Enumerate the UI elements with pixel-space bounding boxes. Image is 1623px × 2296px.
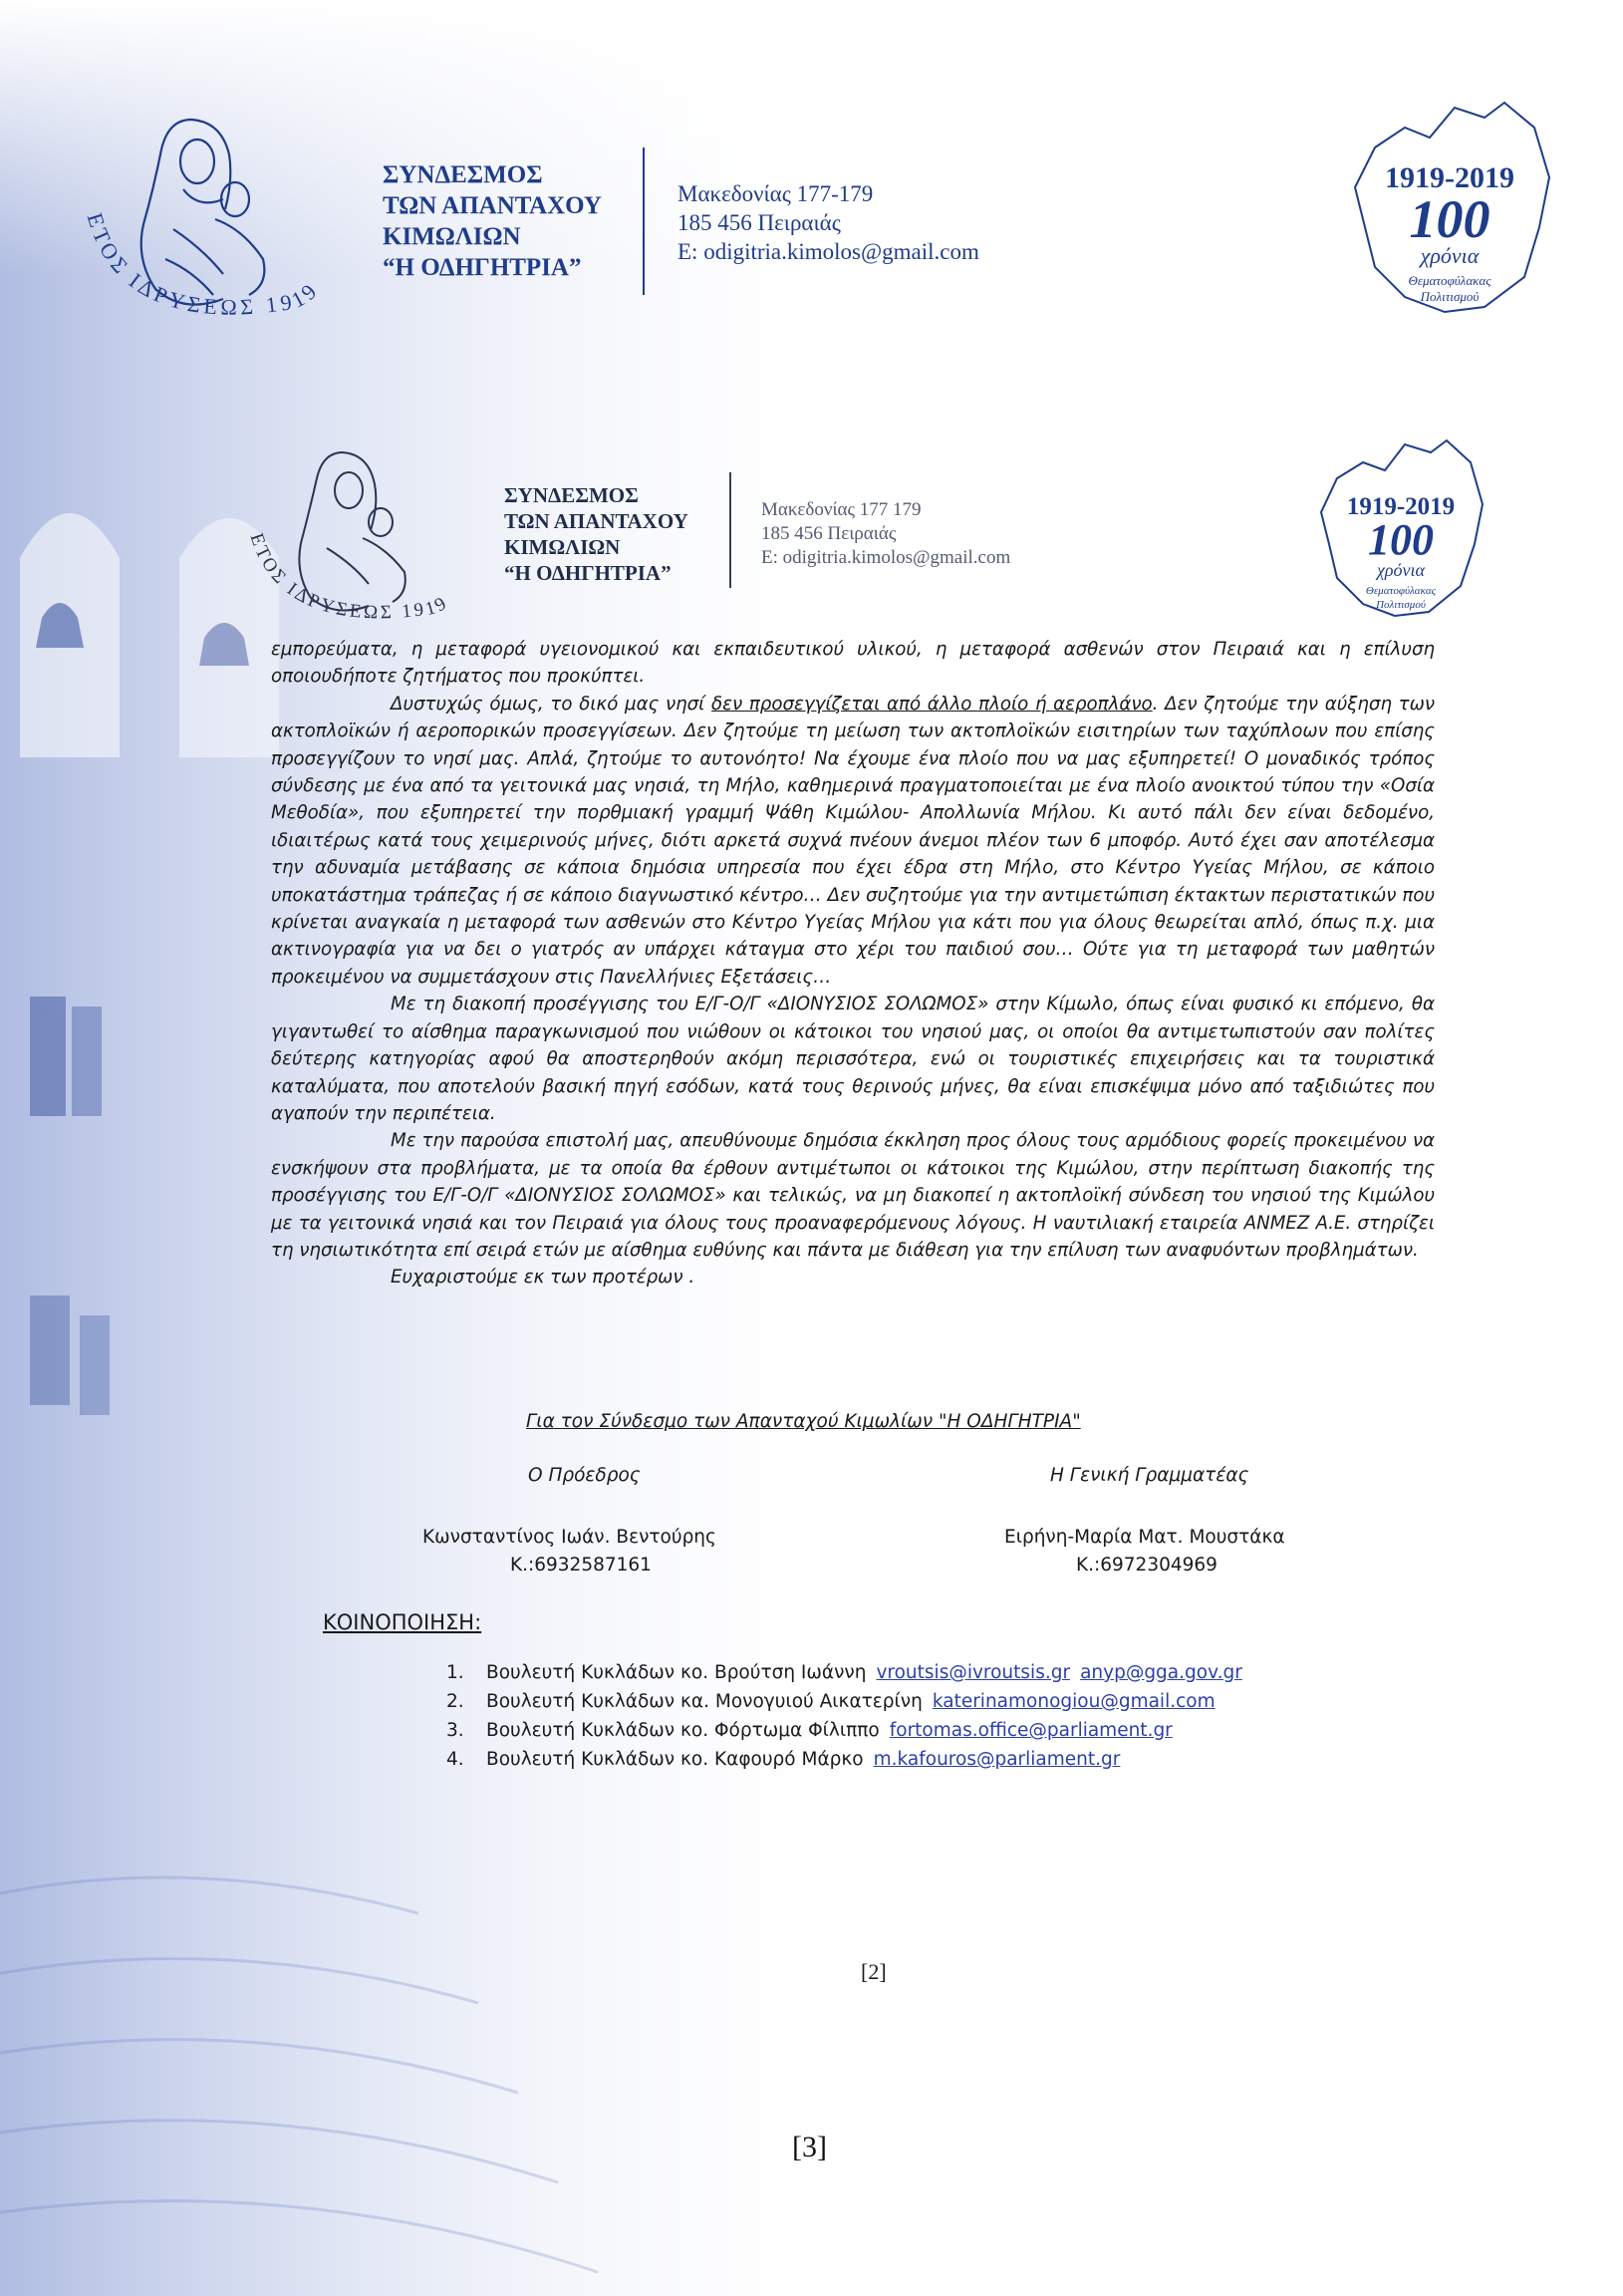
inner-emblem-logo [239,438,478,638]
inner-org-name-line: “Η ΟΔΗΓΗΤΡΙΑ” [504,561,672,585]
emblem-logo [74,100,343,339]
inner-org-name-line: ΤΩΝ ΑΠΑΝΤΑΧΟΥ [504,509,688,533]
paragraph: Με τη διακοπή προσέγγισης του Ε/Γ-Ο/Γ «ΔΙΟΝΥΣΙΟΣ ΣΟΛΩΜΟΣ» στην Κίμωλο, όπως είναι φυσικό κι επόμενο, θα γιγαντωθεί το αίσθημα παραγκωνισμού που νιώθουν οι κάτοικοι του νησιού μας, οι οποίοι θα αντιμετωπιστούν σαν πολίτες δεύτερης κατηγορίας αφού θα αποστερηθούν ακόμη περισσότερα, ενώ οι τουριστικές επιχειρήσεις και τα τουριστικά καταλύματα, που αποτελούν βασική πηγή εσόδων, κατά τους θερινούς μήνες, θα είναι επισκέψιμα μόνο από ταξιδιώτες που αγαπούν την περιπέτεια. [271,994,1435,1124]
email-link[interactable]: anyp@gga.gov.gr [1080,1662,1242,1683]
cc-item-number: 4. [446,1749,464,1770]
org-name [383,159,602,283]
cc-heading: ΚΟΙΝΟΠΟΙΗΣΗ: [323,1610,482,1634]
cc-list [446,1658,1242,1774]
email-link[interactable]: m.kafouros@parliament.gr [873,1749,1121,1770]
underlined-phrase: δεν προσεγγίζεται από άλλο πλοίο ή αεροπλάνο [711,693,1153,715]
cc-item-text: Βουλευτή Κυκλάδων κα. Μονογυιού Αικατερίνη [486,1691,923,1712]
paragraph: εμπορεύματα, η μεταφορά υγειονομικού και εκπαιδευτικού υλικού, η μεταφορά ασθενών στον Πειραιά και η επίλυση οποιουδήποτε ζητήματος που προκύπτει. [271,639,1435,688]
inner-emblem-text: ΕΤΟΣ ΙΔΡΥΣΕΩΣ 1919 [245,530,453,624]
letter-body [271,636,1435,1292]
president-name: Κωνσταντίνος Ιωάν. Βεντούρης [422,1527,716,1548]
cc-item-number: 3. [446,1720,464,1741]
anniversary-years: 1919-2019 [1385,161,1514,194]
org-name-line: ΣΥΝΔΕΣΜΟΣ [383,161,543,188]
paragraph: Με την παρούσα επιστολή μας, απευθύνουμε δημόσια έκκληση προς όλους τους αρμόδιους φορείς προκειμένου να ενσκήψουν στα προβλήματα, με τα οποία θα έρθουν αντιμέτωποι οι κάτοικοι της Κιμώλου, στην περίπτωση διακοπής της προσέγγισης του Ε/Γ-Ο/Γ «ΔΙΟΝΥΣΙΟΣ ΣΟΛΩΜΟΣ» και τελικώς, να μη διακοπεί η ακτοπλοϊκή σύνδεση του νησιού της Κιμώλου με τα γειτονικά νησιά και τον Πειραιά για όλους τους προαναφερόμενους λόγους. Η ναυτιλιακή εταιρεία ΑΝΜΕΖ Α.Ε. στηρίζει τη νησιωτικότητα επί σειρά ετών με αίσθημα ευθύνης και πάντα με διάθεση για την επίλυση των αναφυόντων προβλημάτων. [271,1130,1435,1261]
president-role: Ο Πρόεδρος [528,1465,641,1486]
cc-item [446,1745,1242,1774]
inner-anniversary-subtitle: Πολιτισμού [1376,599,1426,611]
cc-item [446,1658,1242,1687]
org-name-line: ΤΩΝ ΑΠΑΝΤΑΧΟΥ [383,192,602,219]
inner-org-address [761,498,1010,570]
paragraph-text: Δυστυχώς όμως, το δικό μας νησί [391,693,712,715]
inner-address-city: 185 456 Πειραιάς [761,523,897,544]
inner-page-number: [2] [861,1959,887,1984]
cc-item-text: Βουλευτή Κυκλάδων κο. Φόρτωμα Φίλιππο [486,1720,880,1741]
paragraph [271,691,1435,991]
inner-org-name [504,482,688,586]
org-name-line: “Η ΟΔΗΓΗΤΡΙΑ” [383,254,582,281]
president-phone: Κ.:6932587161 [510,1555,652,1576]
cc-item [446,1716,1242,1745]
cc-item [446,1687,1242,1716]
address-street: Μακεδονίας 177-179 [677,181,874,206]
inner-org-name-line: ΚΙΜΩΛΙΩΝ [504,535,621,559]
address-city: 185 456 Πειραιάς [677,210,841,235]
header-divider [643,147,645,295]
inner-org-name-line: ΣΥΝΔΕΣΜΟΣ [504,483,639,507]
secretary-phone: Κ.:6972304969 [1076,1555,1217,1576]
cc-item-text: Βουλευτή Κυκλάδων κο. Βρούτση Ιωάννη [486,1662,867,1683]
anniversary-logo [1335,88,1564,327]
cc-item-number: 2. [446,1691,464,1712]
address-email: E: odigitria.kimolos@gmail.com [677,239,979,264]
cc-item-number: 1. [446,1662,464,1683]
email-link[interactable]: katerinamonogiou@gmail.com [932,1691,1216,1712]
cc-item-text: Βουλευτή Κυκλάδων κο. Καφουρό Μάρκο [486,1749,864,1770]
paragraph-text: . Δεν ζητούμε την αύξηση των ακτοπλοϊκών ή αεροπορικών προσεγγίσεων. Δεν ζητούμε τη μείωση των ακτοπλοϊκών εισιτηρίων των ταχύπλοων που επίσης προσεγγίζουν το νησί μας. Απλά, ζητούμε το αυτονόητο! Να έχουμε ένα πλοίο που να μας εξυπηρετεί! Ο μοναδικός τρόπος σύνδεσης με ένα από τα γειτονικά μας νησιά, τη Μήλο, καθημερινά πραγματοποιείται με ένα πλοίο ανοικτού τύπου την «Οσία Μεθοδία», που εξυπηρετεί την πορθμιακή γραμμή Ψάθη Κιμώλου- Απολλωνία Μήλου. Κι αυτό πάλι δεν είναι δεδομένο, ιδιαιτέρως κατά τους χειμερινούς μήνες, διότι αρκετά συχνά πνέουν άνεμοι πλέον των 6 μποφόρ. Αυτό έχει σαν αποτέλεσμα την αδυναμία μετάβασης σε κάποια δημόσια υπηρεσία που έχει έδρα στη Μήλο, στο Κέντρο Υγείας Μήλου, σε κάποιο υποκατάστημα τράπεζας ή σε κάποιο διαγνωστικό κέντρο… Δεν συζητούμε για την αντιμετώπιση έκτακτων περιστατικών που κρίνεται αναγκαία η μεταφορά των ασθενών στο Κέντρο Υγείας Μήλου για κάτι που για όλους θεωρείται απλό, όπως π.χ. μια ακτινογραφία για να δει ο γιατρός αν υπάρχει κάταγμα στο χέρι του παιδιού σου… Ούτε για τη μεταφορά των μαθητών προκειμένου να συμμετάσχουν στις Πανελλήνιες Εξετάσεις… [271,693,1436,988]
email-link[interactable]: vroutsis@ivroutsis.gr [876,1662,1071,1683]
inner-header-divider [729,472,731,588]
anniversary-subtitle: Θεματοφύλακας [1408,273,1491,288]
org-address [677,179,979,266]
svg-text:ΕΤΟΣ ΙΔΡΥΣΕΩΣ 1919 [83,210,325,320]
email-link[interactable]: fortomas.office@parliament.gr [889,1720,1173,1741]
anniversary-100: 100 [1409,189,1490,249]
anniversary-word: χρόνια [1420,243,1480,268]
inner-anniversary-logo [1305,429,1494,628]
inner-anniversary-100: 100 [1368,515,1434,564]
secretary-name: Ειρήνη-Μαρία Ματ. Μουστάκα [1004,1527,1285,1548]
org-name-line: ΚΙΜΩΛΙΩΝ [383,223,521,250]
inner-address-email: E: odigitria.kimolos@gmail.com [761,547,1011,568]
anniversary-subtitle: Πολιτισμού [1420,289,1480,304]
inner-anniversary-subtitle: Θεματοφύλακας [1365,585,1437,597]
emblem-text: ΕΤΟΣ ΙΔΡΥΣΕΩΣ 1919 [82,209,325,320]
secretary-role: Η Γενική Γραμματέας [1050,1465,1249,1486]
inner-address-street: Μακεδονίας 177 179 [761,499,922,520]
inner-anniversary-years: 1919-2019 [1346,493,1456,520]
page-number: [3] [792,2131,827,2163]
signature-for-line: Για τον Σύνδεσμο των Απανταχού Κιμωλίων "Η ΟΔΗΓΗΤΡΙΑ" [526,1411,1081,1432]
closing-line: Ευχαριστούμε εκ των προτέρων . [391,1267,695,1289]
inner-anniversary-word: χρόνια [1377,560,1425,580]
svg-text:ΕΤΟΣ ΙΔΡΥΣΕΩΣ 1919 [246,531,453,624]
